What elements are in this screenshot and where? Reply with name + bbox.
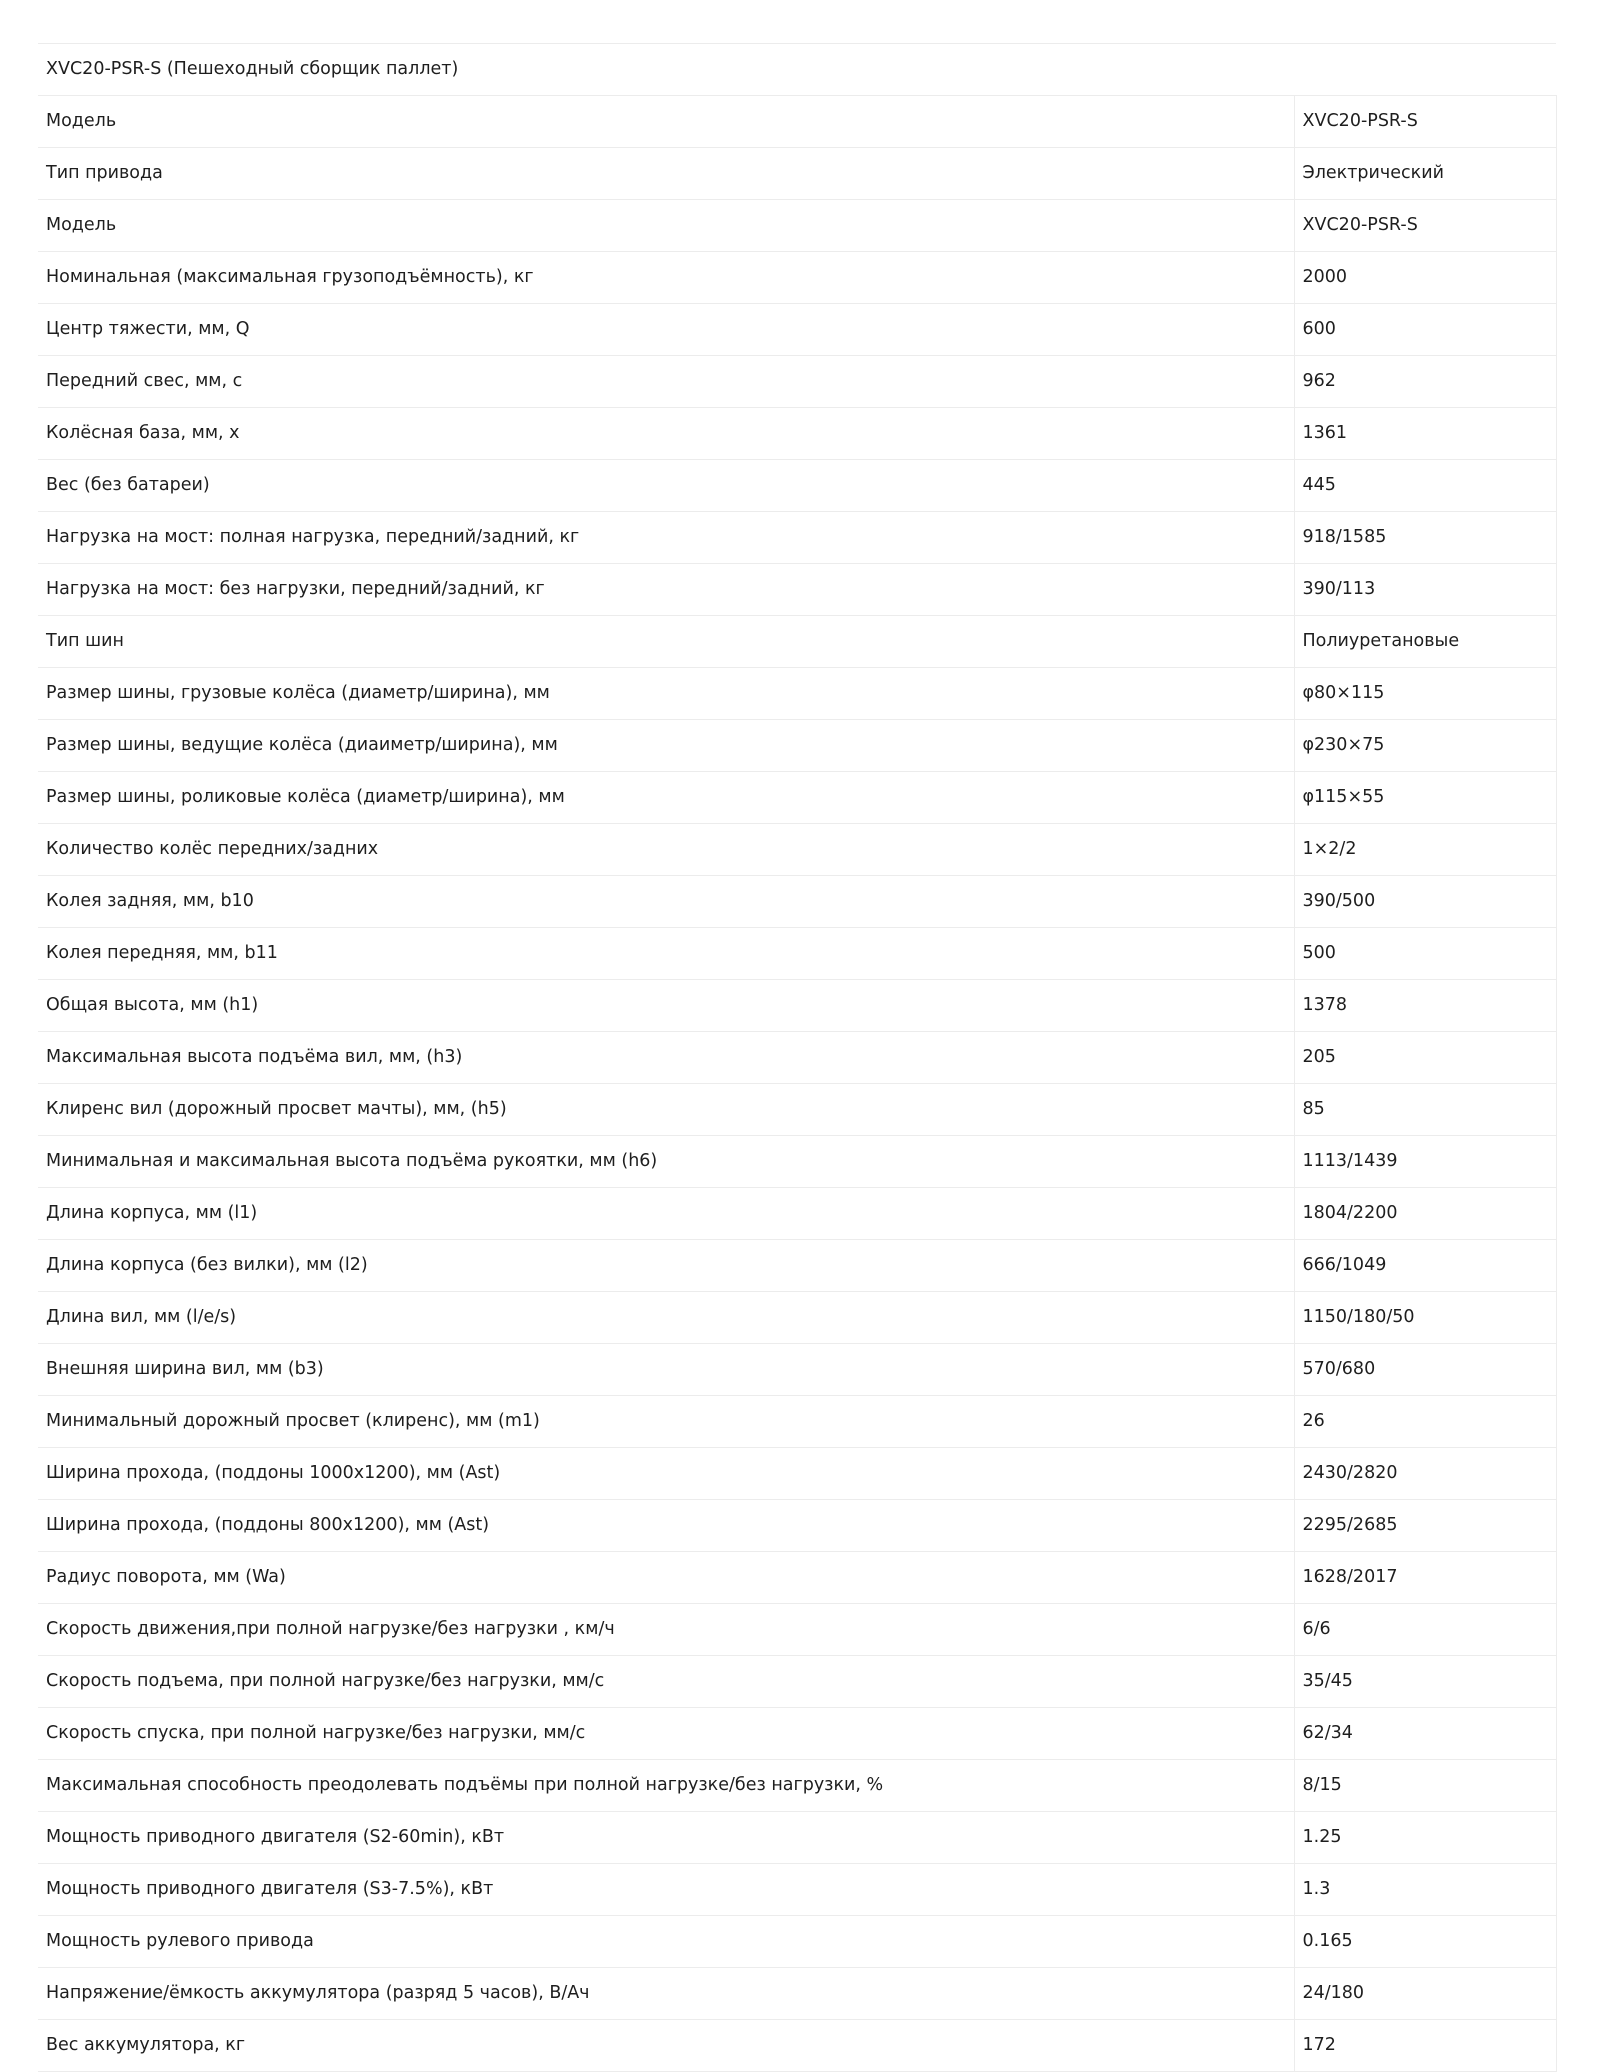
spec-value: XVC20-PSR-S: [1294, 200, 1556, 252]
spec-label: Ширина прохода, (поддоны 800x1200), мм (Ast): [38, 1500, 1294, 1552]
table-row: [38, 876, 1556, 928]
spec-label: Центр тяжести, мм, Q: [38, 304, 1294, 356]
table-row: [38, 1500, 1556, 1552]
spec-value: 600: [1294, 304, 1556, 356]
spec-label: Общая высота, мм (h1): [38, 980, 1294, 1032]
spec-label: Мощность приводного двигателя (S3-7.5%), кВт: [38, 1864, 1294, 1916]
spec-value: XVC20-PSR-S: [1294, 96, 1556, 148]
spec-value: 24/180: [1294, 1968, 1556, 2020]
spec-value: 570/680: [1294, 1344, 1556, 1396]
spec-value: 1.3: [1294, 1864, 1556, 1916]
spec-label: Тип привода: [38, 148, 1294, 200]
table-row: [38, 1968, 1556, 2020]
spec-table-caption-row: [38, 44, 1556, 96]
spec-label: Количество колёс передних/задних: [38, 824, 1294, 876]
spec-label: Минимальный дорожный просвет (клиренс), мм (m1): [38, 1396, 1294, 1448]
spec-label: Номинальная (максимальная грузоподъёмность), кг: [38, 252, 1294, 304]
table-row: [38, 96, 1556, 148]
table-row: [38, 1448, 1556, 1500]
table-row: [38, 356, 1556, 408]
spec-value: 2430/2820: [1294, 1448, 1556, 1500]
table-row: [38, 1812, 1556, 1864]
spec-label: Модель: [38, 200, 1294, 252]
spec-label: Ширина прохода, (поддоны 1000x1200), мм (Ast): [38, 1448, 1294, 1500]
spec-value: φ115×55: [1294, 772, 1556, 824]
table-row: [38, 1708, 1556, 1760]
table-row: [38, 668, 1556, 720]
spec-value: 1150/180/50: [1294, 1292, 1556, 1344]
table-row: [38, 460, 1556, 512]
spec-value: 918/1585: [1294, 512, 1556, 564]
spec-label: Колёсная база, мм, x: [38, 408, 1294, 460]
spec-value: 500: [1294, 928, 1556, 980]
spec-value: 8/15: [1294, 1760, 1556, 1812]
spec-table-body: [38, 44, 1556, 2072]
spec-value: 2000: [1294, 252, 1556, 304]
spec-value: 2295/2685: [1294, 1500, 1556, 1552]
spec-label: Максимальная высота подъёма вил, мм, (h3): [38, 1032, 1294, 1084]
spec-label: Нагрузка на мост: полная нагрузка, передний/задний, кг: [38, 512, 1294, 564]
spec-label: Тип шин: [38, 616, 1294, 668]
table-row: [38, 1552, 1556, 1604]
spec-table-container: [38, 43, 1556, 2072]
spec-value: 35/45: [1294, 1656, 1556, 1708]
table-row: [38, 1604, 1556, 1656]
spec-value: 1.25: [1294, 1812, 1556, 1864]
table-row: [38, 1136, 1556, 1188]
spec-label: Передний свес, мм, c: [38, 356, 1294, 408]
spec-label: Минимальная и максимальная высота подъёма рукоятки, мм (h6): [38, 1136, 1294, 1188]
spec-value: 6/6: [1294, 1604, 1556, 1656]
spec-value: 962: [1294, 356, 1556, 408]
table-row: [38, 1084, 1556, 1136]
table-row: [38, 1292, 1556, 1344]
table-row: [38, 928, 1556, 980]
spec-value: 0.165: [1294, 1916, 1556, 1968]
spec-value: 390/500: [1294, 876, 1556, 928]
spec-label: Модель: [38, 96, 1294, 148]
spec-label: Размер шины, ведущие колёса (диаиметр/ширина), мм: [38, 720, 1294, 772]
spec-label: Внешняя ширина вил, мм (b3): [38, 1344, 1294, 1396]
spec-label: Колея передняя, мм, b11: [38, 928, 1294, 980]
spec-label: Радиус поворота, мм (Wa): [38, 1552, 1294, 1604]
spec-value: 1378: [1294, 980, 1556, 1032]
table-row: [38, 252, 1556, 304]
spec-value: 205: [1294, 1032, 1556, 1084]
spec-label: Мощность приводного двигателя (S2-60min), кВт: [38, 1812, 1294, 1864]
spec-value: Полиуретановые: [1294, 616, 1556, 668]
table-row: [38, 1916, 1556, 1968]
table-row: [38, 1760, 1556, 1812]
spec-value: 1×2/2: [1294, 824, 1556, 876]
spec-label: Скорость движения,при полной нагрузке/без нагрузки , км/ч: [38, 1604, 1294, 1656]
spec-value: 172: [1294, 2020, 1556, 2072]
spec-label: Длина вил, мм (l/e/s): [38, 1292, 1294, 1344]
table-row: [38, 1656, 1556, 1708]
spec-table-caption: XVC20-PSR-S (Пешеходный сборщик паллет): [38, 44, 1556, 96]
spec-value: Электрический: [1294, 148, 1556, 200]
table-row: [38, 512, 1556, 564]
table-row: [38, 1240, 1556, 1292]
table-row: [38, 564, 1556, 616]
spec-value: φ230×75: [1294, 720, 1556, 772]
spec-label: Размер шины, грузовые колёса (диаметр/ширина), мм: [38, 668, 1294, 720]
spec-value: 390/113: [1294, 564, 1556, 616]
table-row: [38, 616, 1556, 668]
table-row: [38, 1032, 1556, 1084]
spec-label: Мощность рулевого привода: [38, 1916, 1294, 1968]
table-row: [38, 772, 1556, 824]
spec-label: Клиренс вил (дорожный просвет мачты), мм, (h5): [38, 1084, 1294, 1136]
table-row: [38, 1344, 1556, 1396]
spec-value: 1628/2017: [1294, 1552, 1556, 1604]
spec-value: 445: [1294, 460, 1556, 512]
table-row: [38, 304, 1556, 356]
table-row: [38, 1864, 1556, 1916]
spec-value: 1804/2200: [1294, 1188, 1556, 1240]
table-row: [38, 1188, 1556, 1240]
spec-value: 85: [1294, 1084, 1556, 1136]
spec-value: φ80×115: [1294, 668, 1556, 720]
spec-label: Максимальная способность преодолевать подъёмы при полной нагрузке/без нагрузки, %: [38, 1760, 1294, 1812]
spec-label: Напряжение/ёмкость аккумулятора (разряд 5 часов), В/Ач: [38, 1968, 1294, 2020]
spec-label: Вес аккумулятора, кг: [38, 2020, 1294, 2072]
spec-label: Нагрузка на мост: без нагрузки, передний/задний, кг: [38, 564, 1294, 616]
table-row: [38, 720, 1556, 772]
spec-value: 26: [1294, 1396, 1556, 1448]
table-row: [38, 148, 1556, 200]
spec-value: 666/1049: [1294, 1240, 1556, 1292]
spec-value: 1113/1439: [1294, 1136, 1556, 1188]
spec-value: 1361: [1294, 408, 1556, 460]
spec-table: [38, 43, 1557, 2072]
spec-label: Размер шины, роликовые колёса (диаметр/ширина), мм: [38, 772, 1294, 824]
spec-label: Длина корпуса (без вилки), мм (l2): [38, 1240, 1294, 1292]
spec-label: Длина корпуса, мм (l1): [38, 1188, 1294, 1240]
table-row: [38, 408, 1556, 460]
spec-label: Скорость спуска, при полной нагрузке/без нагрузки, мм/с: [38, 1708, 1294, 1760]
table-row: [38, 980, 1556, 1032]
spec-label: Колея задняя, мм, b10: [38, 876, 1294, 928]
spec-value: 62/34: [1294, 1708, 1556, 1760]
spec-label: Вес (без батареи): [38, 460, 1294, 512]
spec-label: Скорость подъема, при полной нагрузке/без нагрузки, мм/с: [38, 1656, 1294, 1708]
table-row: [38, 824, 1556, 876]
table-row: [38, 1396, 1556, 1448]
table-row: [38, 200, 1556, 252]
